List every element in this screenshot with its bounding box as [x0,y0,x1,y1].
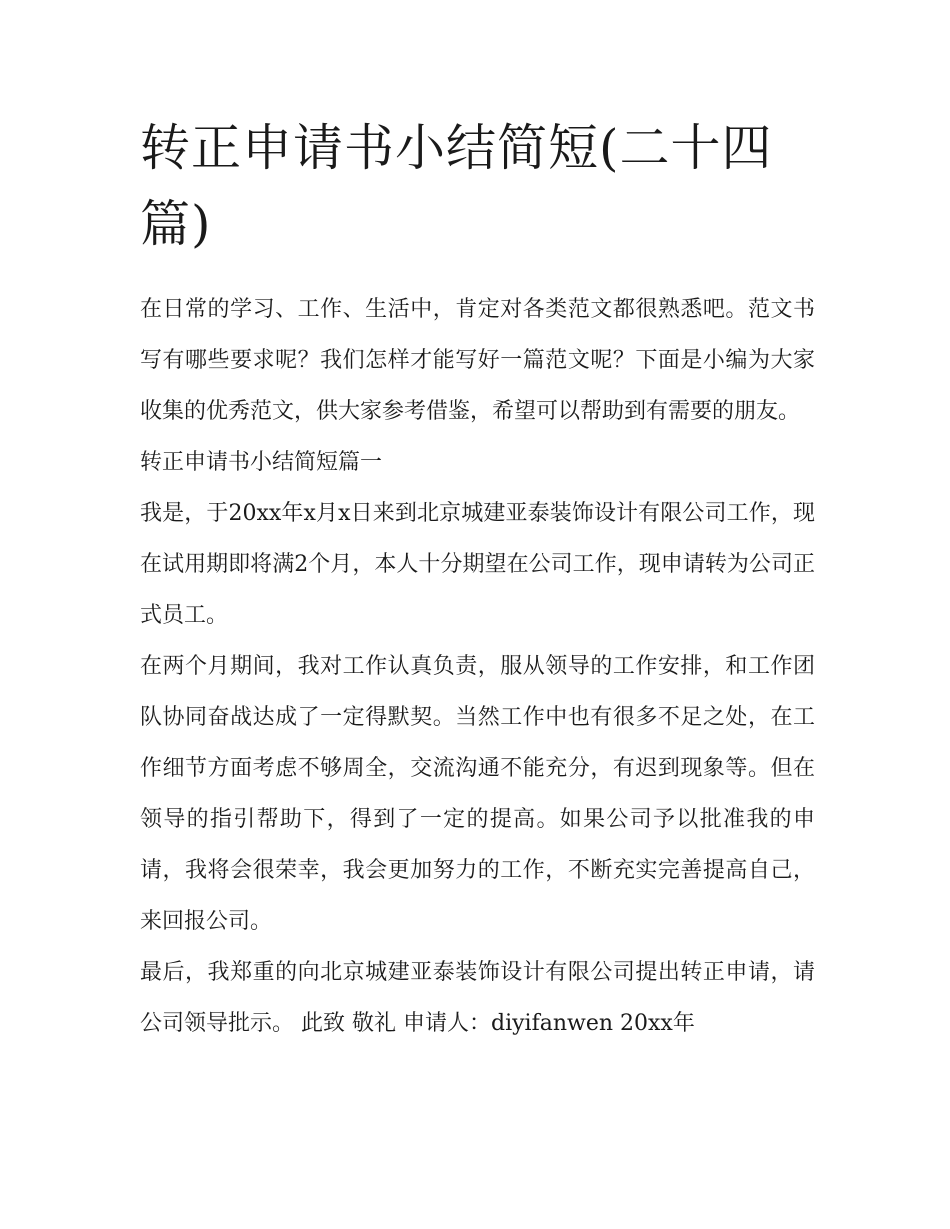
body-paragraph: 在两个月期间，我对工作认真负责，服从领导的工作安排，和工作团队协同奋战达成了一定得默契。当然工作中也有很多不足之处，在工作细节方面考虑不够周全，交流沟通不能充分，有迟到现象等。但在领导的指引帮助下，得到了一定的提高。如果公司予以批准我的申请，我将会很荣幸，我会更加努力的工作，不断充实完善提高自己，来回报公司。 [140,654,815,934]
intro-paragraph: 在日常的学习、工作、生活中，肯定对各类范文都很熟悉吧。范文书写有哪些要求呢？我们怎样才能写好一篇范文呢？下面是小编为大家收集的优秀范文，供大家参考借鉴，希望可以帮助到有需要的朋友。 [140,297,815,424]
section-heading: 转正申请书小结简短篇一 [140,450,383,475]
document-title: 转正申请书小结简短(二十四篇) [140,119,773,253]
document-page [140,110,815,1049]
closing-paragraph: 最后，我郑重的向北京城建亚泰装饰设计有限公司提出转正申请，请公司领导批示。 此致 敬礼 申请人：diyifanwen 20xx年 [140,960,815,1036]
document-body [140,284,815,1049]
body-paragraph: 我是，于20xx年x月x日来到北京城建亚泰装饰设计有限公司工作，现在试用期即将满2个月，本人十分期望在公司工作，现申请转为公司正式员工。 [140,501,815,628]
